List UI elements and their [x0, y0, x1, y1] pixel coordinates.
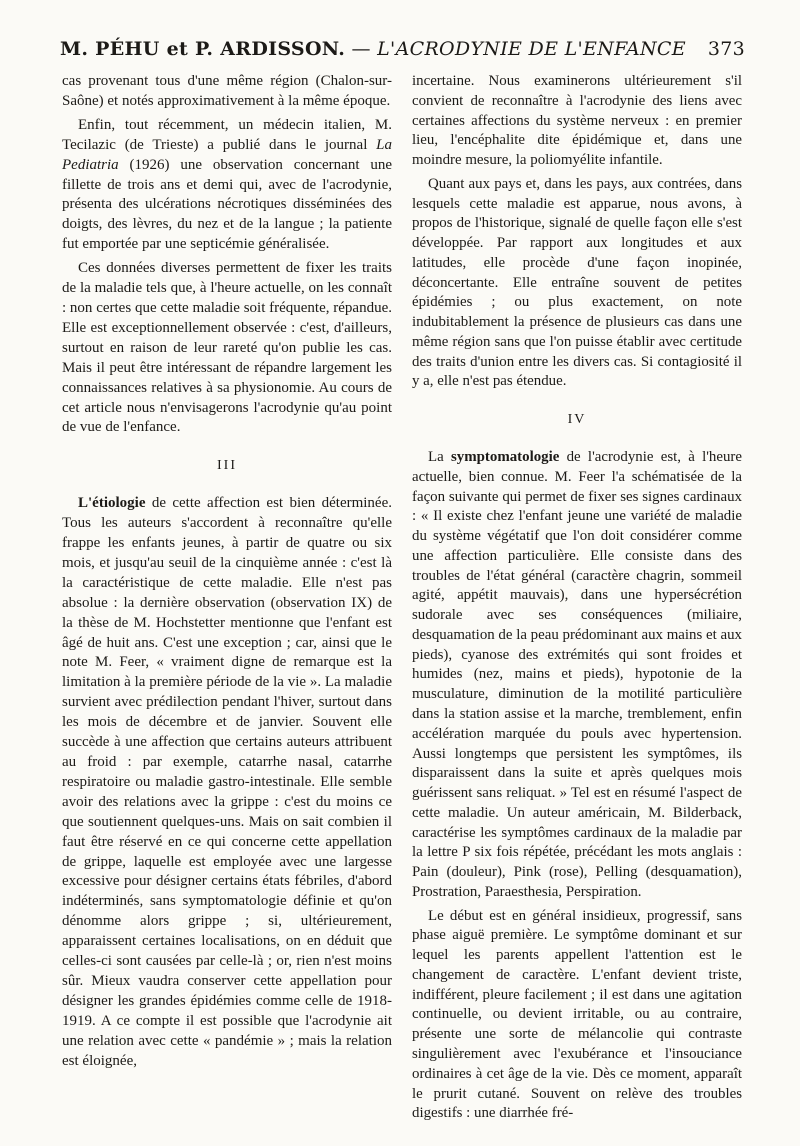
paragraph: Le début est en général insidieux, progressif, sans phase aiguë première. Le symptôme dominant et sur lequel les parents appellent l'attention est le changement de caractère. L'enfant devient triste, indifférent, pleure facilement ; il est dans une agitation continuelle, ou devient irritable, ou au contraire, présente une sorte de mélancolie qui contraste singulièrement avec l'exubérance et l'insouciance ordinaires à cet âge de la vie. Dès ce moment, apparaît le prurit cutané. Souvent on relève des troubles digestifs : une diarrhée fré- — [412, 907, 742, 1122]
paragraph: Ces données diverses permettent de fixer les traits de la maladie tels que, à l'heure actuelle, on les connaît : non certes que cette maladie soit fréquente, répandue. Elle est exceptionnellement observée : c'est, d'ailleurs, surtout en raison de leur rareté qu'on publie les cas. Mais il peut être intéressant de répandre largement les connaissances relatives à sa physionomie. Au cours de cet article nous n'envisagerons l'acrodynie qu'au point de vue de l'enfance. — [62, 260, 392, 436]
text-run: Enfin, tout récemment, un médecin italien, M. Tecilazic (de Trieste) a publié dans le journal — [62, 116, 392, 153]
paragraph: Quant aux pays et, dans les pays, aux contrées, dans lesquels cette maladie est apparue, nous avons, à propos de l'historique, signalé de quelle façon elle s'est développée. Par rapport aux longitudes et aux latitudes, elle procède d'une façon inopinée, déconcertante. Elle entraîne souvent de petites épidémies ; ou plus exactement, on note indubitablement la présence de plusieurs cas dans une même région sans que l'on puisse établir avec certitude des traits d'union entre les divers cas. Si contagiosité il y a, elle n'est pas étendue. — [412, 175, 742, 390]
right-column — [412, 72, 742, 1128]
paragraph — [412, 448, 742, 903]
paragraph — [62, 116, 392, 255]
text-run: de cette affection est bien déterminée. Tous les auteurs s'accordent à reconnaître qu'elle frappe les enfants jeunes, à partir de quatre ou six mois, et jusqu'au seuil de la cinquième année : c'est là la caractéristique de cette maladie. Elle n'est pas absolue : la dernière observation (observation IX) de la thèse de M. Hochstetter mentionne que l'enfant est âgé de huit ans. C'est une exception ; car, ainsi que le note M. Feer, « vraiment digne de remarque est la limitation à la première période de la vie ». La maladie survient avec prédilection pendant l'hiver, surtout dans les mois de décembre et de janvier. Souvent elle succède à une affection que certains auteurs attribuent au froid : par exemple, catarrhe nasal, catarrhe respiratoire ou maladie gastro-intestinale. Elle semble avoir des relations avec la grippe : c'est du moins ce que soutiennent quelques-uns. Mais on sait combien il faut être réservé en ce qui concerne cette appellation de grippe, laquelle est employée avec une largesse excessive pour désigner certains états fébriles, d'abord indéterminés, sans symptomatologie définie et qu'on dénomme alors grippe ; si, ultérieurement, apparaissent certaines localisations, on en déduit que celles-ci sont causées par celle-là ; or, rien n'est moins sûr. Mieux vaudra conserver cette appellation pour désigner les grandes épidémies comme celle de 1918-1919. A ce compte il est possible que l'acrodynie ait une relation avec cette « pandémie » ; mais la relation est éloignée, — [62, 495, 392, 1069]
left-column — [62, 72, 392, 1076]
paragraph: incertaine. Nous examinerons ultérieurement s'il convient de reconnaître à l'acrodynie des liens avec certaines affections du système nerveux : en premier lieu, l'encéphalite dite épidémique et, dans une moindre mesure, la poliomyélite infantile. — [412, 73, 742, 169]
lead-term: L'étiologie — [78, 495, 146, 512]
paragraph — [62, 494, 392, 1071]
header-title: L'ACRODYNIE DE L'ENFANCE — [377, 38, 686, 60]
header-authors: M. PÉHU et P. ARDISSON. — [60, 38, 346, 60]
lead-term: symptomatologie — [450, 449, 560, 466]
journal-title: La Pediatria — [62, 136, 392, 173]
page-number: 373 — [707, 38, 745, 60]
text-run: de l'acrodynie est, à l'heure actuelle, bien connue. M. Feer l'a schématisée de la façon suivante qui permet de fixer ses signes cardinaux : « Il existe chez l'enfant jeune une variété de maladie du système végétatif que l'on doit considérer comme une affection particulière. Elle consiste dans des troubles de l'état général (caractère chagrin, sommeil agité, appétit mauvais), dans une hypersécrétion sudorale avec ses conséquences (miliaire, desquamation de la peau prédominant aux mains et aux pieds), cyanose des extrémités qui sont froides et humides (nez, mains et pieds), hypotonie de la musculature, diminution de la motilité particulière dans la station assise et la marche, tremblement, enfin accélération marquée du pouls avec hypertension. Aussi longtemps que persistent les symptômes, ils disparaissent dans la suite et après quelques mois guérissent sans reliquat. » Tel est en résumé l'aspect de cette maladie. Un auteur américain, M. Bilderback, caractérise les symptômes cardinaux de la maladie par la lettre P six fois répétée, précédant les mots anglais : Pain (douleur), Pink (rose), Pelling (desquamation), Prostration, Paraesthesia, Perspiration. — [412, 449, 743, 900]
text-run: La — [428, 449, 451, 466]
text-run: (1926) une observation concernant une fillette de trois ans et demi qui, avec de l'acrodynie, présenta des ulcérations nécrotiques disséminées des doigts, des lèvres, du nez et de la langue ; la patiente fut emportée par une septicémie généralisée. — [62, 156, 392, 253]
running-header — [60, 38, 745, 60]
section-heading: III — [217, 458, 237, 474]
paragraph: cas provenant tous d'une même région (Chalon-sur-Saône) et notés approximativement à la même époque. — [62, 73, 392, 109]
header-dash: — — [345, 38, 378, 60]
section-heading: IV — [567, 412, 587, 428]
